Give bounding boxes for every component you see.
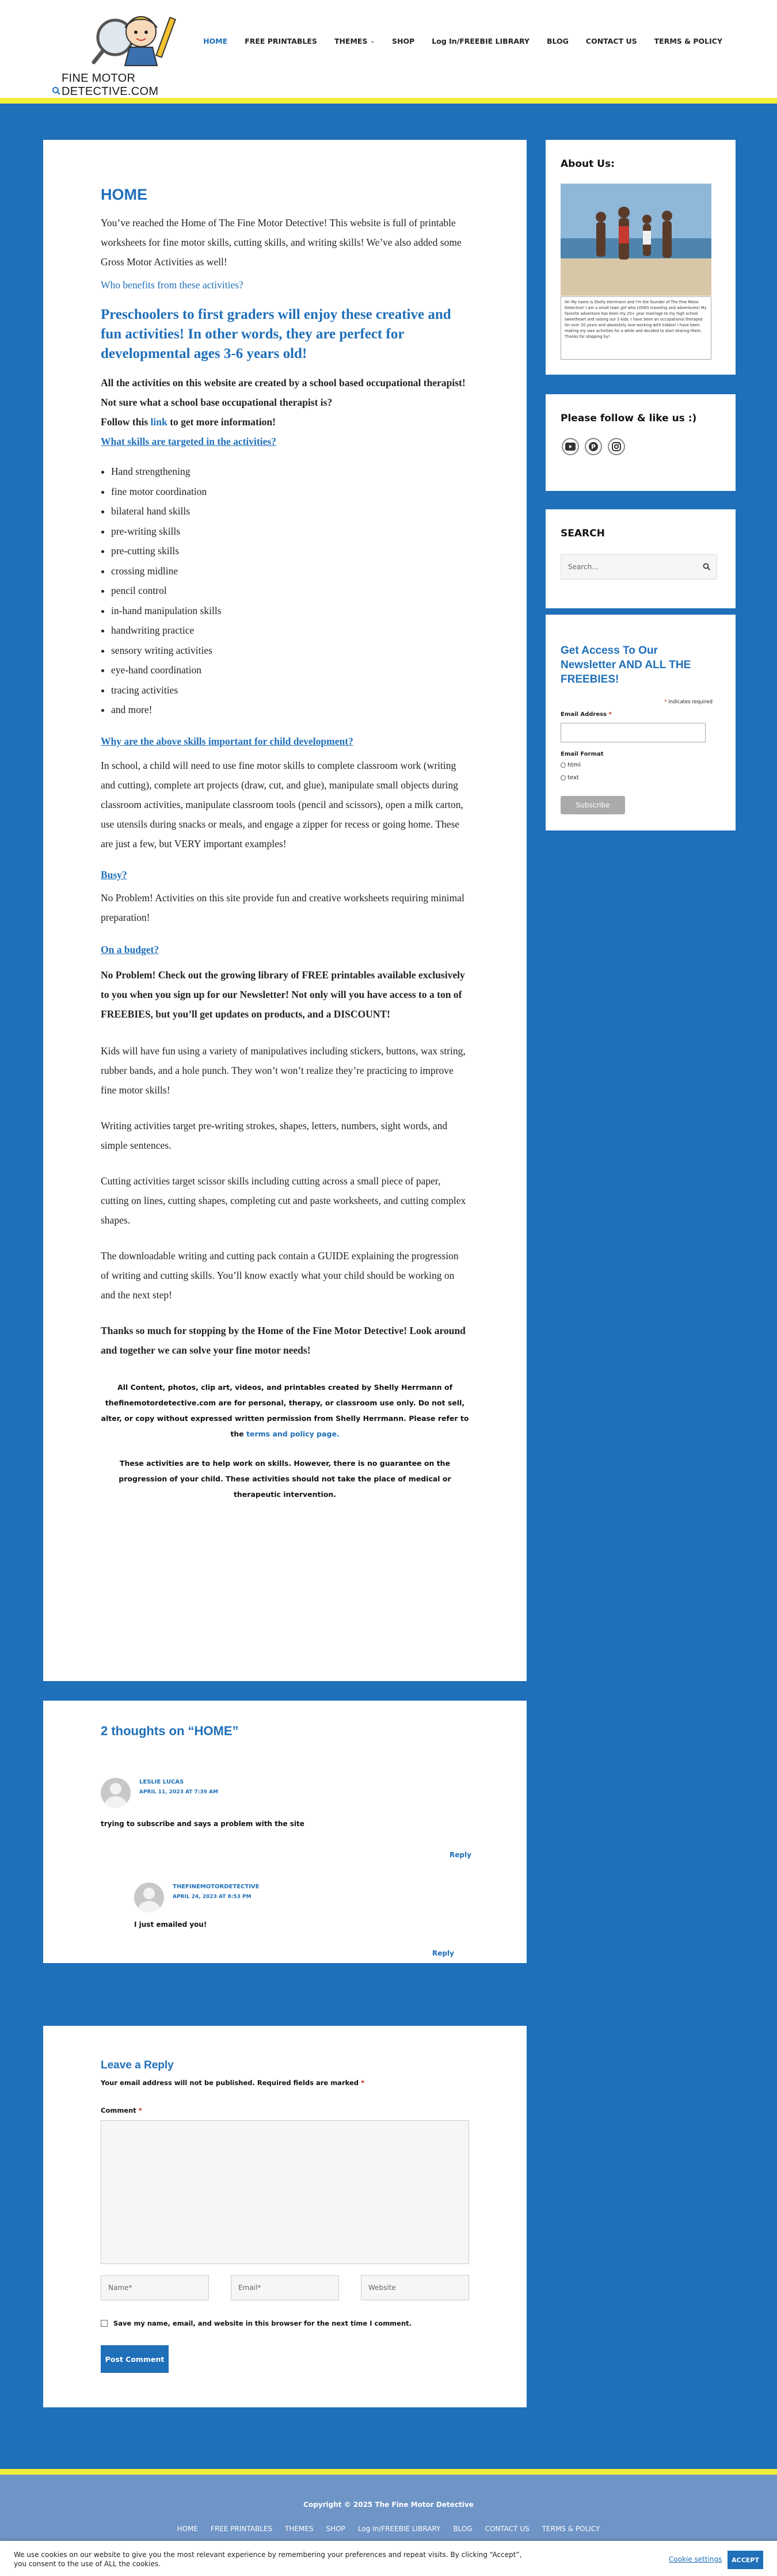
avatar — [101, 1778, 131, 1808]
avatar — [134, 1883, 164, 1912]
format-html-label: html — [567, 762, 581, 768]
chevron-down-icon: ⌄ — [370, 38, 375, 44]
nav-themes[interactable] — [326, 37, 383, 45]
required-note — [664, 699, 713, 705]
format-option-text[interactable] — [561, 775, 579, 781]
comment-author[interactable]: LESLIE LUCAS — [139, 1779, 184, 1785]
comment-date[interactable]: APRIL 11, 2023 AT 7:39 AM — [139, 1789, 218, 1795]
footer-accent-bar — [0, 2469, 777, 2475]
cookie-settings-link[interactable]: Cookie settings — [669, 2555, 722, 2563]
search-placeholder: Search... — [568, 563, 599, 571]
reply-note-text: Your email address will not be published. Required fields are marked — [101, 2079, 359, 2087]
why-paragraph: In school, a child will need to use fine motor skills to complete classroom work (writing and cutting), complete art projects (draw, cut, and glue), manipulate small objects during classroom activities, manipulate classroom tools (pencil and scissors), open a milk carton, use utensils during snacks or meals, and engage a zipper for recess or going home. These are just a few, but VERY important examples! — [101, 759, 463, 849]
newsletter-email-input[interactable] — [561, 723, 706, 742]
footer-copyright: Copyright © 2025 The Fine Motor Detective — [303, 2501, 474, 2509]
nav-free-printables[interactable]: FREE PRINTABLES — [245, 37, 317, 45]
comment-author[interactable]: THEFINEMOTORDETECTIVE — [173, 1884, 260, 1890]
list-item: • crossing midline — [111, 561, 469, 581]
subscribe-button[interactable]: Subscribe — [561, 796, 625, 814]
copyright-note — [101, 1380, 469, 1442]
created-by-text: All the activities on this website are created by a school based occupational therapist! Not sure what a school base occupational therapist is? — [101, 377, 466, 408]
logo-text: FINE MOTOR DETECTIVE.COM — [62, 72, 159, 98]
reply-link[interactable]: Reply — [450, 1851, 471, 1859]
writing-paragraph: Writing activities target pre-writing strokes, shapes, letters, numbers, sight words, and simple sentences. — [101, 1119, 448, 1151]
comment-date[interactable]: APRIL 24, 2023 AT 8:53 PM — [173, 1894, 252, 1900]
footer-nav-blog[interactable]: BLOG — [453, 2525, 473, 2533]
list-item: • handwriting practice — [111, 620, 469, 641]
reply-link[interactable]: Reply — [432, 1949, 454, 1957]
disclaimer: These activities are to help work on skills. However, there is no guarantee on the progression of your child. These activities should not take the place of medical or therapeutic intervention. — [119, 1458, 451, 1499]
reply-title: Leave a Reply — [101, 2059, 174, 2071]
list-item: • Hand strengthening — [111, 462, 469, 482]
comment-label-text: Comment — [101, 2106, 136, 2114]
main-nav — [195, 37, 731, 45]
info-link[interactable]: link — [150, 416, 167, 428]
main-content-card — [43, 140, 527, 1681]
website-placeholder: Website — [368, 2284, 396, 2292]
format-label: Email Format — [561, 751, 604, 757]
copyright-note-text: All Content, photos, clip art, videos, and printables created by Shelly Herrmann of thefinemotordetective.com are for personal, therapy, or classroom use only. Do not sell, alter, or copy without expressed written permission from Shelly Herrmann. Please refer to the — [101, 1382, 469, 1438]
format-option-html[interactable] — [561, 762, 581, 768]
nav-themes-label: THEMES — [334, 37, 368, 45]
post-comment-button[interactable]: Post Comment — [101, 2345, 169, 2373]
pinterest-icon[interactable] — [585, 438, 602, 455]
footer-nav — [0, 2525, 777, 2533]
social-widget — [546, 394, 736, 491]
radio-html[interactable] — [561, 763, 566, 768]
benefits-link[interactable]: Who benefits from these activities? — [101, 279, 243, 291]
comment-text: trying to subscribe and says a problem with the site — [101, 1820, 304, 1828]
follow-pre: Follow this — [101, 416, 151, 428]
busy-link[interactable]: Busy? — [101, 868, 127, 881]
email-label — [561, 711, 612, 718]
nav-login[interactable]: Log In/FREEBIE LIBRARY — [432, 37, 530, 45]
busy-paragraph: No Problem! Activities on this site provide fun and creative worksheets requiring minimal preparation! — [101, 891, 464, 923]
cutting-paragraph: Cutting activities target scissor skills including cutting across a small piece of paper, cutting on lines, cutting shapes, completing cut and paste worksheets, and cutting complex shapes. — [101, 1175, 466, 1226]
email-required-asterisk: * — [607, 711, 612, 718]
detective-girl-logo — [89, 6, 187, 66]
search-input[interactable] — [561, 554, 717, 580]
list-item: • sensory writing activities — [111, 641, 469, 661]
reply-note-asterisk: * — [359, 2079, 365, 2087]
header-accent-bar — [0, 98, 777, 104]
footer-nav-home[interactable]: HOME — [177, 2525, 199, 2533]
article-content — [101, 186, 469, 1502]
comment-textarea[interactable] — [101, 2120, 469, 2264]
intro-paragraph: You’ve reached the Home of The Fine Motor Detective! This website is full of printable worksheets for fine motor skills, cutting skills, and writing skills! We’ve also added some Gross Motor Activities as well! — [101, 217, 462, 268]
skills-list — [111, 462, 469, 720]
about-caption: Hi! My name is Shelly Herrmann and I'm the founder of The Fine Motor Detective! I am a small town girl who LOVES traveling and adventures! My favorite adventure has been my 20+ year marriage to my high school sweetheart and raising our 3 kids. I have been an occupational therapist for over 20 years and absolutely love working with kiddos! I have been making my own activities for a while and decided to start sharing them. Thanks for stopping by! — [561, 296, 711, 360]
nav-blog[interactable]: BLOG — [546, 37, 569, 45]
download-paragraph: The downloadable writing and cutting pack contain a GUIDE explaining the progression of writing and cutting skills. You’ll know exactly what your child should be working on and the next step! — [101, 1249, 459, 1301]
comments-title: 2 thoughts on “HOME” — [101, 1724, 239, 1738]
comment-text: I just emailed you! — [134, 1920, 207, 1929]
list-item: • pre-writing skills — [111, 521, 469, 542]
search-icon[interactable] — [703, 563, 711, 571]
list-item: • fine motor coordination — [111, 482, 469, 502]
comments-card — [43, 1701, 527, 1963]
about-title: About Us: — [561, 158, 615, 170]
cookie-banner — [0, 2541, 777, 2576]
footer-nav-contact[interactable]: CONTACT US — [485, 2525, 530, 2533]
site-logo[interactable] — [55, 6, 227, 98]
follow-link-line — [101, 412, 469, 432]
footer-nav-shop[interactable]: SHOP — [326, 2525, 345, 2533]
save-info-label: Save my name, email, and website in this browser for the next time I comment. — [113, 2319, 412, 2327]
required-note-text: indicates required — [668, 699, 713, 705]
search-icon[interactable] — [52, 86, 61, 96]
footer-nav-terms[interactable]: TERMS & POLICY — [542, 2525, 600, 2533]
footer-nav-themes[interactable]: THEMES — [285, 2525, 314, 2533]
why-question-link[interactable]: Why are the above skills important for child development? — [101, 735, 353, 747]
list-item: • pre-cutting skills — [111, 541, 469, 561]
email-placeholder: Email* — [238, 2284, 261, 2292]
website-field[interactable] — [361, 2275, 469, 2300]
cookie-accept-button[interactable]: ACCEPT — [728, 2551, 763, 2569]
list-item: • in-hand manipulation skills — [111, 601, 469, 621]
page-title: HOME — [101, 186, 147, 203]
manipulatives-paragraph: Kids will have fun using a variety of manipulatives including stickers, buttons, wax string, rubber bands, and a hole punch. They won’t won’t realize they’re practicing to improve fine motor skills! — [101, 1045, 466, 1096]
follow-title: Please follow & like us :) — [561, 413, 697, 424]
nav-shop[interactable]: SHOP — [392, 37, 415, 45]
follow-post: to get more information! — [167, 416, 276, 428]
skills-question-link[interactable]: What skills are targeted in the activities? — [101, 436, 276, 447]
name-placeholder: Name* — [108, 2284, 132, 2292]
budget-link[interactable]: On a budget? — [101, 943, 159, 955]
name-field[interactable] — [101, 2275, 209, 2300]
budget-paragraph: No Problem! Check out the growing library of FREE printables available exclusively to you when you sign up for our Newsletter! Not only will you have access to a ton of FREEBIES, but you’ll get updates on products, and a DISCOUNT! — [101, 969, 465, 1020]
cookie-text: We use cookies on our website to give you the most relevant experience by remembering your preferences and repeat visits. By clicking “Accept”, you consent to the use of ALL the cookies. — [14, 2551, 522, 2568]
list-item: • eye-hand coordination — [111, 660, 469, 680]
search-widget — [546, 509, 736, 608]
instagram-icon[interactable] — [608, 438, 625, 455]
format-text-label: text — [567, 775, 579, 781]
footer-nav-free-printables[interactable]: FREE PRINTABLES — [211, 2525, 273, 2533]
nav-home[interactable]: HOME — [203, 37, 228, 45]
about-widget — [546, 140, 736, 375]
nav-terms[interactable]: TERMS & POLICY — [654, 37, 722, 45]
youtube-icon[interactable] — [562, 438, 579, 455]
email-label-text: Email Address — [561, 711, 607, 718]
newsletter-widget — [546, 615, 736, 830]
terms-link[interactable]: terms and policy page. — [246, 1429, 340, 1438]
required-asterisk: * — [664, 699, 669, 705]
list-item: • and more! — [111, 700, 469, 720]
reply-form-card — [43, 2026, 527, 2407]
newsletter-title: Get Access To Our Newsletter AND ALL THE FREEBIES! — [561, 645, 691, 685]
nav-contact[interactable]: CONTACT US — [585, 37, 637, 45]
email-field[interactable] — [231, 2275, 339, 2300]
list-item: • pencil control — [111, 581, 469, 601]
comment-label — [101, 2106, 142, 2114]
list-item: • bilateral hand skills — [111, 501, 469, 521]
age-heading: Preschoolers to first graders will enjoy these creative and fun activities! In other words, they are perfect for developmental ages 3-6 years old! — [101, 307, 451, 361]
comment-required-asterisk: * — [136, 2106, 142, 2114]
reply-note — [101, 2079, 364, 2087]
save-info-checkbox[interactable] — [101, 2320, 108, 2327]
thanks-paragraph: Thanks so much for stopping by the Home of the Fine Motor Detective! Look around and together we can solve your fine motor needs! — [101, 1324, 466, 1356]
footer-nav-login[interactable]: Log In/FREEBIE LIBRARY — [357, 2525, 441, 2533]
radio-text[interactable] — [561, 775, 566, 780]
svg-text:P: P — [591, 443, 596, 451]
site-header — [0, 0, 777, 98]
family-photo — [561, 184, 711, 296]
search-title: SEARCH — [561, 528, 605, 539]
list-item: • tracing activities — [111, 680, 469, 700]
